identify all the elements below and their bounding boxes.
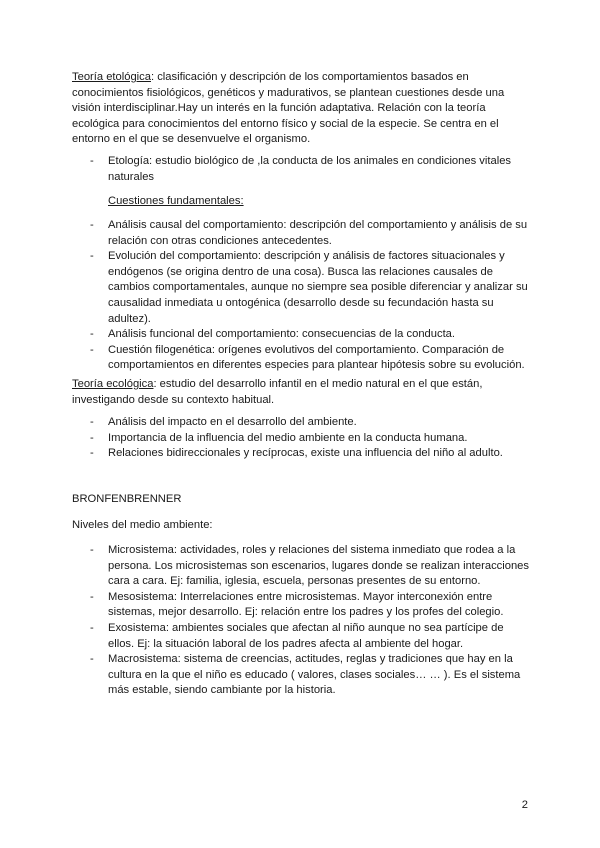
ecologica-title: Teoría ecológica [72,378,154,390]
list-item: - Microsistema: actividades, roles y relaciones del sistema inmediato que rodea a la persona. Los microsistemas son escenarios, lugares donde se realizan interacciones cara a cara. Ej: familia, iglesia, escuela, personas presentes de su entorno. [72,543,532,590]
etologica-intro [72,70,532,148]
list-item: - Mesosistema: Interrelaciones entre microsistemas. Mayor interconexión entre sistemas, mejor desarrollo. Ej: relación entre los padres y los profes del colegio. [72,590,532,621]
cuestiones-subheading [72,194,532,210]
etologia-list [72,154,532,185]
niveles-intro-block [72,518,532,534]
cuestiones-subheading-text: Cuestiones fundamentales: [108,195,244,207]
ecologica-list-block [72,415,532,462]
page-number: 2 [521,799,528,811]
niveles-intro: Niveles del medio ambiente: [72,519,213,531]
cuestiones-list [72,218,532,374]
ecologica-list [72,415,532,462]
niveles-list [72,543,532,699]
list-item: - Importancia de la influencia del medio ambiente en la conducta humana. [72,431,532,447]
cuestiones-subheading-block [72,194,532,210]
list-item: - Etología: estudio biológico de ,la conducta de los animales en condiciones vitales naturales [72,154,532,185]
ecologica-paragraph [72,377,532,408]
list-item: - Cuestión filogenética: orígenes evolutivos del comportamiento. Comparación de comportamientos en diferentes especies para plantear hipótesis sobre su evolución. [72,343,532,374]
cuestiones-list-block [72,218,532,374]
bronfenbrenner-heading-block [72,492,532,508]
ecologica-text: : estudio del desarrollo infantil en el medio natural en el que están, investigando desde su contexto habitual. [72,378,483,406]
etologica-paragraph [72,70,532,148]
etologia-bullet-list [72,154,532,185]
etologica-title: Teoría etológica [72,71,151,83]
list-item: - Macrosistema: sistema de creencias, actitudes, reglas y tradiciones que hay en la cultura en la que el niño es educado ( valores, clases sociales… … ). Es el sistema más estable, siendo cambiante por la historia. [72,652,532,699]
niveles-list-block [72,543,532,699]
list-item: - Análisis del impacto en el desarrollo del ambiente. [72,415,532,431]
bronfenbrenner-heading: BRONFENBRENNER [72,493,182,505]
list-item: - Análisis causal del comportamiento: descripción del comportamiento y análisis de su relación con otras condiciones antecedentes. [72,218,532,249]
list-item: - Relaciones bidireccionales y recíprocas, existe una influencia del niño al adulto. [72,446,532,462]
ecologica-intro [72,377,532,408]
etologica-text: : clasificación y descripción de los comportamientos basados en conocimientos fisiológicos, genéticos y madurativos, se plantean cuestiones desde una visión interdisciplinar.Hay un interés en la función adaptativa. Relación con la teoría ecológica para conocimientos del entorno físico y social de la especie. Se centra en el entorno en el que se desenvuelve el organismo. [72,71,505,146]
list-item: - Análisis funcional del comportamiento: consecuencias de la conducta. [72,327,532,343]
list-item: - Exosistema: ambientes sociales que afectan al niño aunque no sea partícipe de ellos. Ej: la situación laboral de los padres afecta al ambiente del hogar. [72,621,532,652]
list-item: - Evolución del comportamiento: descripción y análisis de factores situacionales y endógenos (se origina dentro de una cosa). Busca las relaciones causales de cambios comportamentales, aunque no siempre sea posible diferenciar y analizar su causalidad inmediata u ontogénica (desarrollo desde su fecundación hasta su adultez). [72,249,532,327]
